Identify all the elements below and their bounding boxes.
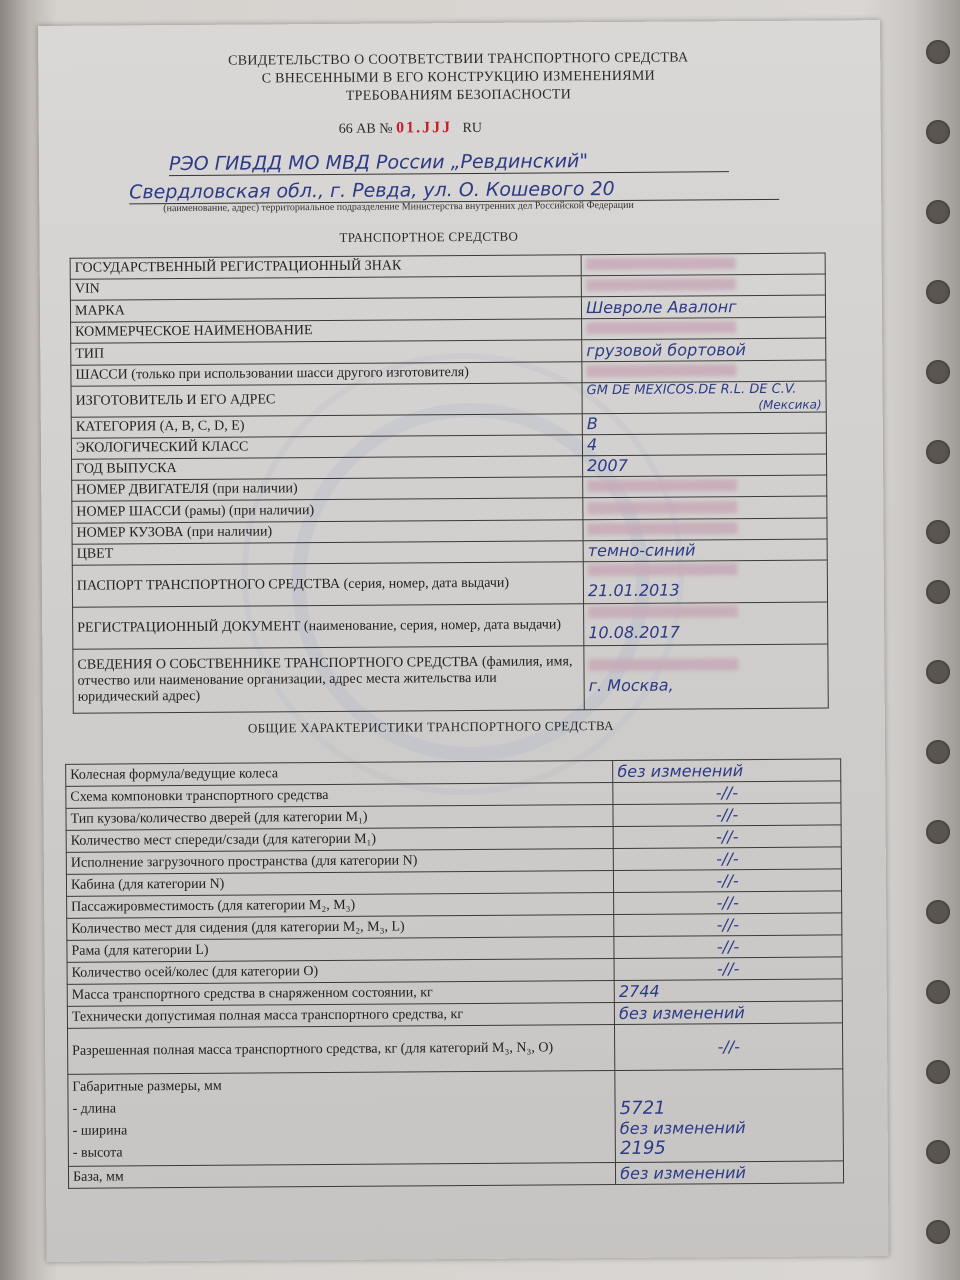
general-row-value-cell xyxy=(614,957,842,981)
vehicle-row-value: Шевроле Авалонг xyxy=(585,296,737,317)
redacted-value xyxy=(588,563,738,576)
redacted-value xyxy=(588,522,738,535)
vehicle-row-value-cell xyxy=(583,539,827,562)
vehicle-row-label: VIN xyxy=(70,276,581,301)
general-row-label: Количество мест спереди/сзади (для категории M₁) xyxy=(66,827,613,853)
vehicle-row xyxy=(73,602,828,649)
general-row-label: Кабина (для категории N) xyxy=(66,871,613,897)
dimensions-row xyxy=(68,1069,844,1166)
dimensions-label-cell xyxy=(68,1070,616,1166)
cert-prefix: 66 АВ № xyxy=(338,121,393,137)
cert-number-value: 01.ЈЈЈ xyxy=(395,119,453,137)
general-row-label: Рама (для категории L) xyxy=(67,937,614,963)
general-row-value: -//- xyxy=(716,892,739,912)
vehicle-row-value-cell xyxy=(583,560,827,604)
general-row-value-cell xyxy=(615,1001,843,1025)
general-section-title: ОБЩИЕ ХАРАКТЕРИСТИКИ ТРАНСПОРТНОГО СРЕДСТВА xyxy=(247,717,614,736)
vehicle-row-value-cell xyxy=(581,274,825,297)
general-row-value: без изменений xyxy=(619,1002,745,1023)
vehicle-row-value: 2007 xyxy=(587,455,628,476)
document-title xyxy=(148,49,768,107)
general-row-value-cell xyxy=(614,935,842,959)
general-row-value-cell xyxy=(613,803,841,827)
general-row-label: Количество осей/колес (для категории O) xyxy=(67,959,614,985)
vehicle-row-label: ШАССИ (только при использовании шасси другого изготовителя) xyxy=(71,362,582,387)
vehicle-section-title: ТРАНСПОРТНОЕ СРЕДСТВО xyxy=(339,228,519,245)
vehicle-row-label: ГОД ВЫПУСКА xyxy=(72,456,583,481)
vehicle-row-value: 10.08.2017 xyxy=(588,622,680,643)
vehicle-row-value-cell xyxy=(581,295,825,319)
vehicle-row-label: ИЗГОТОВИТЕЛЬ И ЕГО АДРЕС xyxy=(71,383,582,418)
width-label: - ширина xyxy=(72,1122,128,1139)
general-row-value: -//- xyxy=(716,914,740,934)
general-row-value-cell xyxy=(613,847,841,871)
general-row-value-cell xyxy=(613,759,841,783)
general-row-label: Тип кузова/количество дверей (для категории M₁) xyxy=(66,805,613,831)
general-row-value-cell xyxy=(614,869,842,893)
vehicle-row-value: темно-синий xyxy=(587,540,696,561)
issuing-authority xyxy=(129,139,779,208)
general-row-value: -//- xyxy=(715,804,739,824)
general-row-value: -//- xyxy=(716,958,740,978)
vehicle-row-label: КАТЕГОРИЯ (A, B, C, D, E) xyxy=(71,414,582,439)
general-row-value: -//- xyxy=(716,870,739,890)
vehicle-row-label: НОМЕР КУЗОВА (при наличии) xyxy=(72,520,583,545)
vehicle-row xyxy=(73,644,828,713)
dimensions-label: Габаритные размеры, мм xyxy=(72,1078,222,1095)
vehicle-row-value: г. Москва, xyxy=(588,675,674,696)
general-row-label: Схема компоновки транспортного средства xyxy=(66,783,613,809)
vehicle-row-value: GM DE MEXICOS.DE R.L. DE C.V. xyxy=(586,381,797,399)
vehicle-row-value-cell xyxy=(582,338,826,362)
vehicle-row-label: НОМЕР ШАССИ (рамы) (при наличии) xyxy=(72,498,583,524)
length-label: - длина xyxy=(72,1100,117,1117)
height-value: 2195 xyxy=(619,1137,666,1159)
redacted-value xyxy=(586,321,736,334)
authority-address: Свердловская обл., г. Ревда, ул. О. Кошевого 20 xyxy=(129,177,779,205)
vehicle-row-label: СВЕДЕНИЯ О СОБСТВЕННИКЕ ТРАНСПОРТНОГО СРЕДСТВА (фамилия, имя, отчество или наименование организации, адрес места жительства или юридический адрес) xyxy=(73,646,584,714)
general-row-value-cell xyxy=(614,913,842,937)
dimensions-value-cell xyxy=(615,1069,843,1163)
general-row-value: -//- xyxy=(717,1036,740,1056)
redacted-value xyxy=(586,364,736,377)
redacted-value xyxy=(587,479,737,492)
vehicle-row-label: ТИП xyxy=(71,340,582,366)
vehicle-row-label: ЦВЕТ xyxy=(72,541,583,566)
manufacturer-country-note: (Мексика) xyxy=(758,397,822,412)
general-row-label: Исполнение загрузочного пространства (для категории N) xyxy=(66,849,613,875)
vehicle-row-value: 4 xyxy=(586,435,598,455)
general-row-value-cell xyxy=(614,891,842,915)
general-row-label: Количество мест для сидения (для категории M₂, M₃, L) xyxy=(67,915,614,941)
vehicle-row-value-cell xyxy=(582,360,826,383)
vehicle-row-label: ГОСУДАРСТВЕННЫЙ РЕГИСТРАЦИОННЫЙ ЗНАК xyxy=(70,255,581,280)
redacted-value xyxy=(586,278,736,291)
general-row-label: Разрешенная полная масса транспортного средства, кг (для категорий M₃, N₃, O) xyxy=(67,1024,614,1074)
vehicle-row-value-cell xyxy=(581,253,825,276)
vehicle-row-value-cell xyxy=(582,433,826,456)
vehicle-row-value-cell xyxy=(582,381,826,414)
cert-suffix: RU xyxy=(462,120,483,137)
vehicle-row-value-cell xyxy=(583,475,827,498)
vehicle-row-label: РЕГИСТРАЦИОННЫЙ ДОКУМЕНТ (наименование, серия, номер, дата выдачи) xyxy=(73,604,584,650)
base-row xyxy=(68,1161,843,1188)
vehicle-row-value-cell xyxy=(583,518,827,541)
general-row-value: без изменений xyxy=(617,760,744,781)
general-row-value: -//- xyxy=(715,782,739,802)
vehicle-row-label: НОМЕР ДВИГАТЕЛЯ (при наличии) xyxy=(72,477,583,502)
vehicle-row-value-cell xyxy=(583,496,827,520)
title-line-1: СВИДЕТЕЛЬСТВО О СООТВЕТСТВИИ ТРАНСПОРТНОГО СРЕДСТВА xyxy=(228,50,689,69)
general-row-value-cell xyxy=(615,1023,843,1071)
authority-hint: (наименование, адрес) территориальное подразделение Министерства внутренних дел Российской Федерации xyxy=(163,199,634,215)
general-row-value-cell xyxy=(614,979,842,1003)
general-table xyxy=(65,758,844,1188)
vehicle-row-value: 21.01.2013 xyxy=(587,580,680,601)
vehicle-row-label: ПАСПОРТ ТРАНСПОРТНОГО СРЕДСТВА (серия, номер, дата выдачи) xyxy=(72,562,583,608)
vehicle-table xyxy=(70,253,829,714)
punch-holes xyxy=(920,0,960,1280)
certificate-number xyxy=(339,119,482,138)
vehicle-row-value: B xyxy=(586,414,598,434)
certificate-page xyxy=(38,20,889,1262)
vehicle-row-label: ЭКОЛОГИЧЕСКИЙ КЛАСС xyxy=(71,435,582,460)
vehicle-row-label: МАРКА xyxy=(70,297,581,323)
authority-name: РЭО ГИБДД МО МВД России „Ревдинский" xyxy=(169,149,729,176)
vehicle-row-value-cell xyxy=(582,412,826,435)
vehicle-row-value-cell xyxy=(584,602,828,646)
general-row-value: 2744 xyxy=(618,981,660,1001)
general-row-value: -//- xyxy=(716,848,739,868)
vehicle-row xyxy=(72,560,827,607)
length-value: 5721 xyxy=(619,1097,666,1119)
height-label: - высота xyxy=(72,1144,123,1161)
title-line-2: С ВНЕСЕННЫМИ В ЕГО КОНСТРУКЦИЮ ИЗМЕНЕНИЯМИ xyxy=(261,68,656,87)
general-row-label: Технически допустимая полная масса транспортного средства, кг xyxy=(67,1002,614,1028)
general-row-label: Колесная формула/ведущие колеса xyxy=(66,761,613,787)
redacted-value xyxy=(587,501,737,514)
general-row-label: Масса транспортного средства в снаряженном состоянии, кг xyxy=(67,980,614,1006)
vehicle-row-value-cell xyxy=(584,644,828,710)
redacted-value xyxy=(588,658,738,671)
redacted-value xyxy=(588,605,738,618)
title-line-3: ТРЕБОВАНИЯМ БЕЗОПАСНОСТИ xyxy=(345,87,572,104)
vehicle-row-value: грузовой бортовой xyxy=(586,339,746,360)
general-row xyxy=(67,1023,842,1074)
vehicle-row-value-cell xyxy=(582,317,826,340)
redacted-value xyxy=(586,257,736,270)
general-row-value-cell xyxy=(613,825,841,849)
width-value: без изменений xyxy=(619,1118,746,1138)
vehicle-row-value-cell xyxy=(583,454,827,477)
general-row-value-cell xyxy=(613,781,841,805)
base-label: База, мм xyxy=(68,1162,615,1188)
general-row-value: -//- xyxy=(716,936,740,956)
general-row-value: -//- xyxy=(716,826,739,846)
general-row-label: Пассажировместимость (для категории M₂, M₃) xyxy=(67,893,614,919)
vehicle-row-label: КОММЕРЧЕСКОЕ НАИМЕНОВАНИЕ xyxy=(71,319,582,344)
base-value: без изменений xyxy=(620,1162,746,1183)
